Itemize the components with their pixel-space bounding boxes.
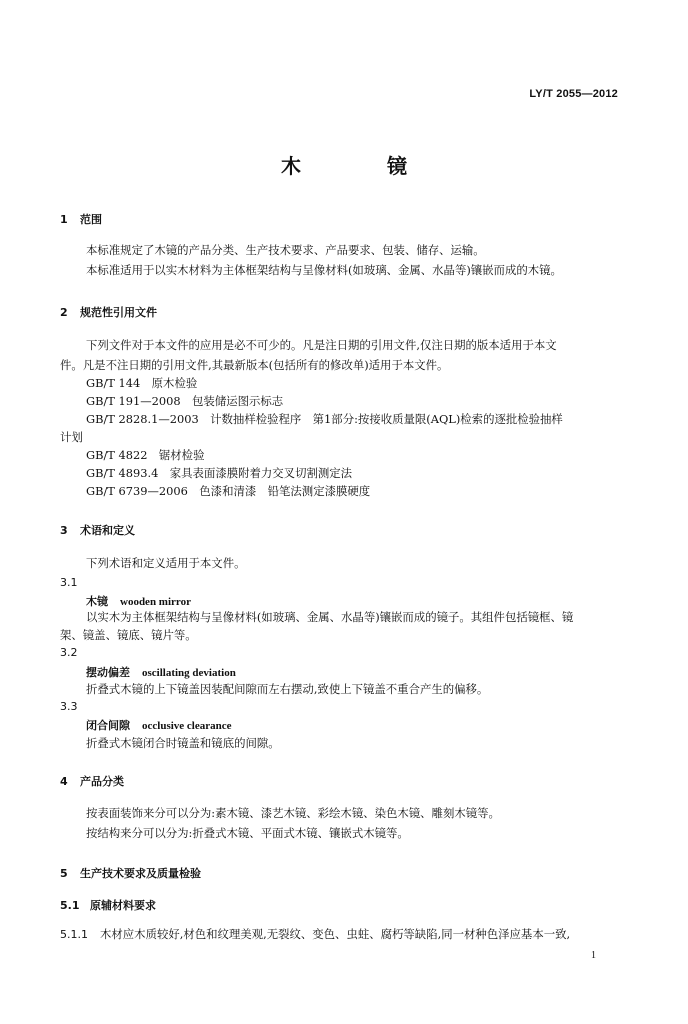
term-definition-line-1: 以实木为主体框架结构与呈像材料(如玻璃、金属、水晶等)镶嵌而成的镜子。其组件包括镜框、镜 <box>86 610 574 624</box>
reference-item: GB/T 191—2008 包装储运图示标志 <box>86 394 284 408</box>
section-4-heading <box>60 773 124 789</box>
subsection-number: 5.1 <box>60 899 80 912</box>
standard-code: LY/T 2055—2012 <box>529 88 618 100</box>
term-number: 3.3 <box>60 700 78 713</box>
section-title: 术语和定义 <box>80 524 135 537</box>
section-title: 范围 <box>80 213 102 226</box>
reference-item: GB/T 4822 锯材检验 <box>86 448 205 462</box>
clause-text: 木材应木质较好,材色和纹理美观,无裂纹、变色、虫蛀、腐朽等缺陷,同一材种色泽应基本一致, <box>100 927 571 941</box>
normative-paragraph-line-1: 下列文件对于本文件的应用是必不可少的。凡是注日期的引用文件,仅注日期的版本适用于本文 <box>86 338 557 352</box>
section-5-heading <box>60 865 201 881</box>
term-en: occlusive clearance <box>142 720 232 732</box>
section-2-heading <box>60 304 157 320</box>
term-en: oscillating deviation <box>142 667 236 679</box>
term-number: 3.1 <box>60 576 78 589</box>
reference-item: GB/T 6739—2006 色漆和清漆 铅笔法测定漆膜硬度 <box>86 484 371 498</box>
term-cn: 木镜 <box>86 595 108 608</box>
reference-item: GB/T 144 原木检验 <box>86 376 198 390</box>
section-3-heading <box>60 522 135 538</box>
reference-item-continuation: 计划 <box>60 430 83 444</box>
term-number: 3.2 <box>60 646 78 659</box>
term-definition: 折叠式木镜的上下镜盖因装配间隙而左右摆动,致使上下镜盖不重合产生的偏移。 <box>86 682 489 696</box>
page-number: 1 <box>591 950 596 961</box>
section-1-heading <box>60 211 102 227</box>
term-heading <box>86 717 232 733</box>
term-cn: 摆动偏差 <box>86 666 130 679</box>
scope-paragraph-1: 本标准规定了木镜的产品分类、生产技术要求、产品要求、包装、储存、运输。 <box>86 243 485 257</box>
section-title: 生产技术要求及质量检验 <box>80 867 201 880</box>
section-title: 产品分类 <box>80 775 124 788</box>
term-en: wooden mirror <box>120 596 191 608</box>
reference-item: GB/T 2828.1—2003 计数抽样检验程序 第1部分:按接收质量限(AQL)检索的逐批检验抽样 <box>86 412 563 426</box>
clause-5-1-1 <box>60 926 620 943</box>
term-cn: 闭合间隙 <box>86 719 130 732</box>
clause-number: 5.1.1 <box>60 928 88 941</box>
scope-paragraph-2: 本标准适用于以实木材料为主体框架结构与呈像材料(如玻璃、金属、水晶等)镶嵌而成的木镜。 <box>86 263 562 277</box>
normative-paragraph-line-2: 件。凡是不注日期的引用文件,其最新版本(包括所有的修改单)适用于本文件。 <box>60 358 449 372</box>
classification-paragraph-1: 按表面装饰来分可以分为:素木镜、漆艺木镜、彩绘木镜、染色木镜、雕刻木镜等。 <box>86 806 500 820</box>
subsection-title: 原辅材料要求 <box>90 899 156 912</box>
classification-paragraph-2: 按结构来分可以分为:折叠式木镜、平面式木镜、镶嵌式木镜等。 <box>86 826 409 840</box>
section-number: 1 <box>60 213 68 226</box>
term-definition: 折叠式木镜闭合时镜盖和镜底的间隙。 <box>86 736 280 750</box>
section-title: 规范性引用文件 <box>80 306 157 319</box>
document-title: 木镜 <box>281 154 493 178</box>
terms-intro: 下列术语和定义适用于本文件。 <box>86 556 246 570</box>
reference-item: GB/T 4893.4 家具表面漆膜附着力交叉切割测定法 <box>86 466 353 480</box>
term-heading <box>86 664 236 680</box>
subsection-5-1-heading <box>60 897 156 913</box>
term-definition-line-2: 架、镜盖、镜底、镜片等。 <box>60 628 197 642</box>
section-number: 5 <box>60 867 68 880</box>
section-number: 4 <box>60 775 68 788</box>
term-heading <box>86 593 191 609</box>
section-number: 3 <box>60 524 68 537</box>
section-number: 2 <box>60 306 68 319</box>
